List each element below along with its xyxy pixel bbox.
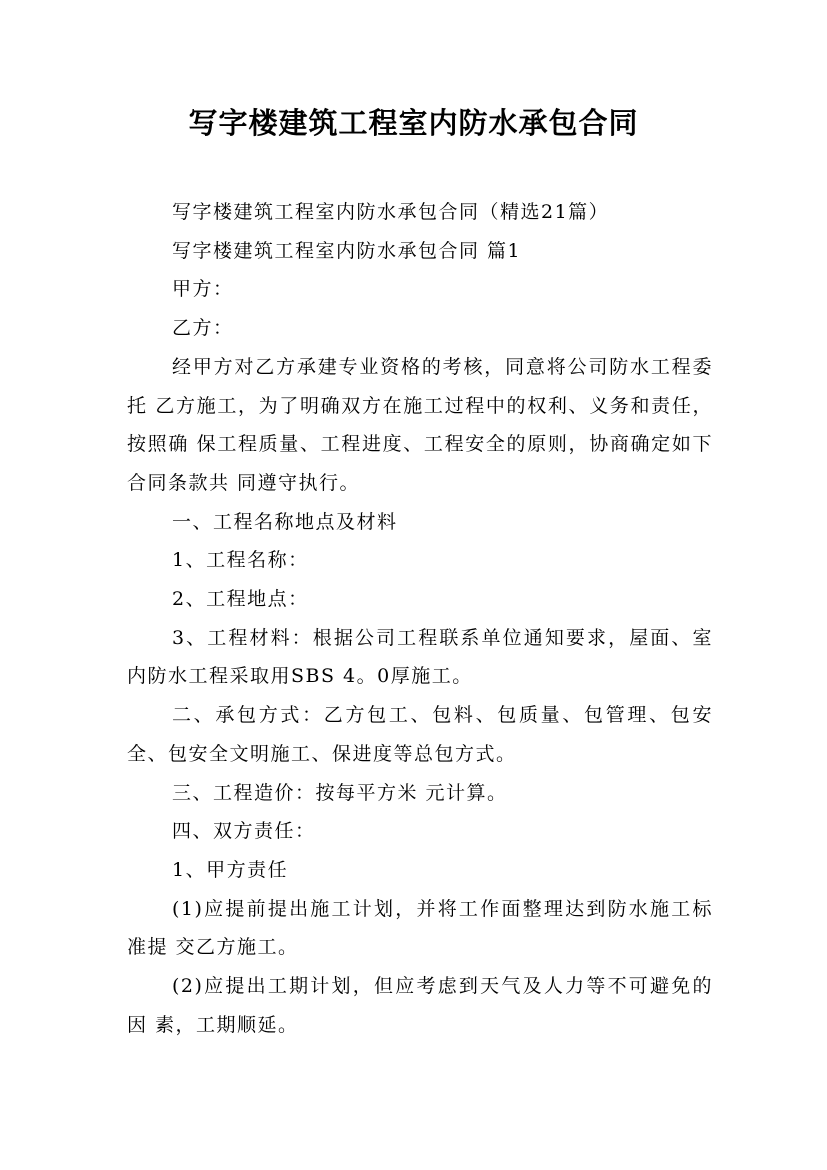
- clause-heading-4: 四、双方责任：: [172, 820, 316, 843]
- clause-heading-3: 三、工程造价：按每平方米 元计算。: [172, 781, 508, 804]
- clause-item-party-a-duty: 1、甲方责任: [172, 858, 289, 881]
- clause-item-project-location: 2、工程地点：: [172, 588, 309, 611]
- clause-subitem-1: (1)应提前提出施工计划，并将工作面整理达到防水施工标准提 交乙方施工。: [127, 897, 713, 959]
- document-body: [127, 193, 713, 1044]
- party-a-label: 甲方：: [172, 278, 234, 301]
- intro-paragraph: 经甲方对乙方承建专业资格的考核，同意将公司防水工程委托 乙方施工，为了明确双方在施工过程中的权利、义务和责任，按照确 保工程质量、工程进度、工程安全的原则，协商确定如下合同条款共 同遵守执行。: [127, 355, 713, 494]
- section-heading-paragraph: 写字楼建筑工程室内防水承包合同 篇1: [172, 239, 522, 262]
- subtitle-paragraph: 写字楼建筑工程室内防水承包合同（精选21篇）: [172, 201, 610, 223]
- document-title: 写字楼建筑工程室内防水承包合同: [188, 106, 639, 140]
- party-b-label: 乙方：: [172, 317, 234, 340]
- clause-item-project-name: 1、工程名称：: [172, 549, 309, 572]
- clause-heading-1: 一、工程名称地点及材料: [172, 510, 398, 533]
- clause-item-project-material: 3、工程材料：根据公司工程联系单位通知要求，屋面、室内防水工程采取用SBS 4。0厚施工。: [127, 626, 713, 688]
- clause-subitem-2: (2)应提出工期计划，但应考虑到天气及人力等不可避免的因 素，工期顺延。: [127, 975, 713, 1036]
- clause-heading-2: 二、承包方式：乙方包工、包料、包质量、包管理、包安全、包安全文明施工、保进度等总包方式。: [127, 704, 713, 765]
